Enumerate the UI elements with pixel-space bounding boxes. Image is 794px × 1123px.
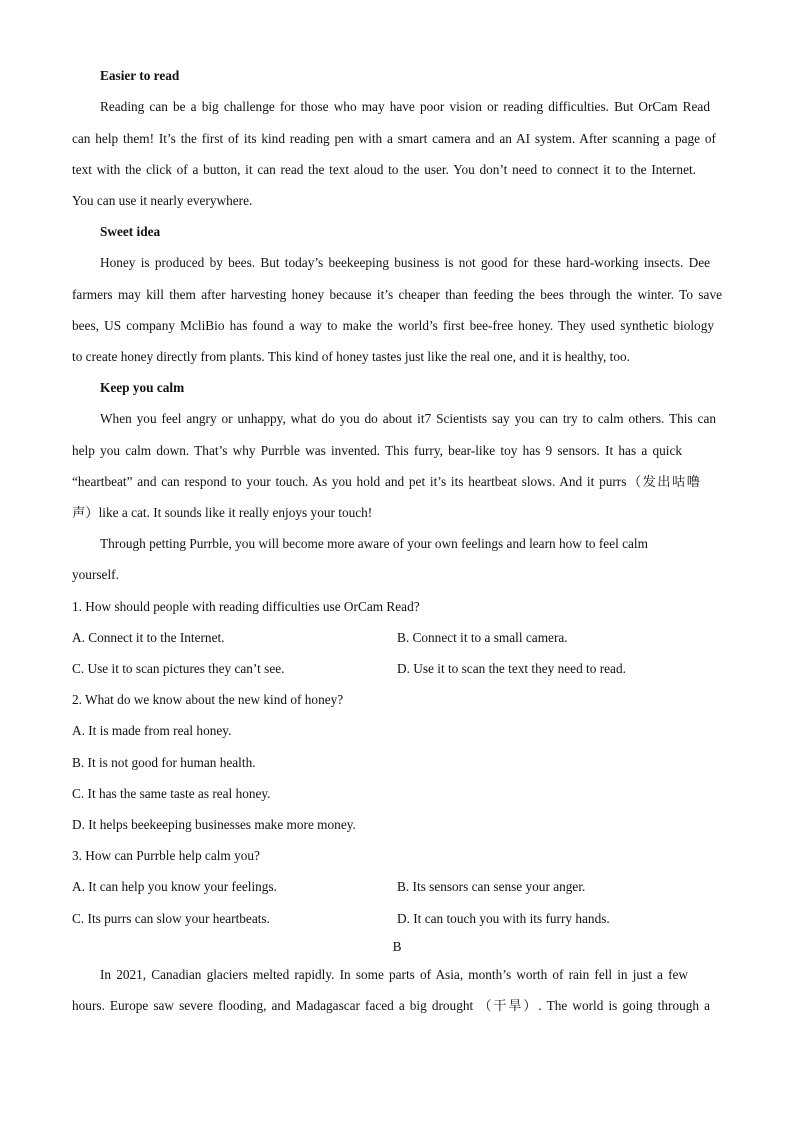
question-stem: 2. What do we know about the new kind of honey? — [72, 692, 344, 707]
heading-sweet-idea: Sweet idea — [100, 224, 161, 239]
paragraph-line: Reading can be a big challenge for those who may have poor vision or reading difficulties. But OrCam Read — [100, 99, 710, 114]
question-stem: 3. How can Purrble help calm you? — [72, 848, 260, 863]
paragraph-line: “heartbeat” and can respond to your touch. As you hold and pet it’s its heartbeat slows. And it purrs（发出咕噜 — [72, 474, 700, 489]
answer-option: B. Its sensors can sense your anger. — [397, 879, 586, 894]
paragraph-line: You can use it nearly everywhere. — [72, 193, 253, 208]
question-stem: 1. How should people with reading difficulties use OrCam Read? — [72, 599, 420, 614]
answer-option: C. Its purrs can slow your heartbeats. — [72, 911, 270, 926]
paragraph-line: yourself. — [72, 567, 119, 582]
answer-option: C. It has the same taste as real honey. — [72, 786, 271, 801]
answer-option: D. It can touch you with its furry hands. — [397, 911, 610, 926]
paragraph-line: bees, US company McliBio has found a way to make the world’s first bee-free honey. They used synthetic biology — [72, 318, 714, 333]
answer-option: A. Connect it to the Internet. — [72, 630, 225, 645]
paragraph-line: hours. Europe saw severe flooding, and Madagascar faced a big drought （干旱）. The world is going through a — [72, 998, 710, 1013]
heading-easier-to-read: Easier to read — [100, 68, 180, 83]
section-label-b: B — [392, 939, 402, 954]
answer-option: A. It can help you know your feelings. — [72, 879, 277, 894]
answer-option: D. Use it to scan the text they need to read. — [397, 661, 626, 676]
paragraph-line: farmers may kill them after harvesting honey because it’s cheaper than feeding the bees through the winter. To save — [72, 287, 722, 302]
paragraph-line: text with the click of a button, it can read the text aloud to the user. You don’t need to connect it to the Internet. — [72, 162, 696, 177]
paragraph-line: Honey is produced by bees. But today’s beekeeping business is not good for these hard-working insects. Dee — [100, 255, 710, 270]
answer-option: D. It helps beekeeping businesses make more money. — [72, 817, 356, 832]
paragraph-line: help you calm down. That’s why Purrble was invented. This furry, bear-like toy has 9 sensors. It has a quick — [72, 443, 682, 458]
paragraph-line: When you feel angry or unhappy, what do you do about it7 Scientists say you can try to calm others. This can — [100, 411, 716, 426]
answer-option: A. It is made from real honey. — [72, 723, 232, 738]
paragraph-line: 声）like a cat. It sounds like it really enjoys your touch! — [72, 505, 373, 520]
paragraph-line: can help them! It’s the first of its kind reading pen with a smart camera and an AI system. After scanning a page of — [72, 131, 716, 146]
paragraph-line: In 2021, Canadian glaciers melted rapidly. In some parts of Asia, month’s worth of rain fell in just a few — [100, 967, 688, 982]
paragraph-line: Through petting Purrble, you will become more aware of your own feelings and learn how to feel calm — [100, 536, 648, 551]
heading-keep-you-calm: Keep you calm — [100, 380, 185, 395]
answer-option: B. Connect it to a small camera. — [397, 630, 568, 645]
answer-option: C. Use it to scan pictures they can’t see. — [72, 661, 285, 676]
answer-option: B. It is not good for human health. — [72, 755, 256, 770]
paragraph-line: to create honey directly from plants. This kind of honey tastes just like the real one, and it is healthy, too. — [72, 349, 630, 364]
